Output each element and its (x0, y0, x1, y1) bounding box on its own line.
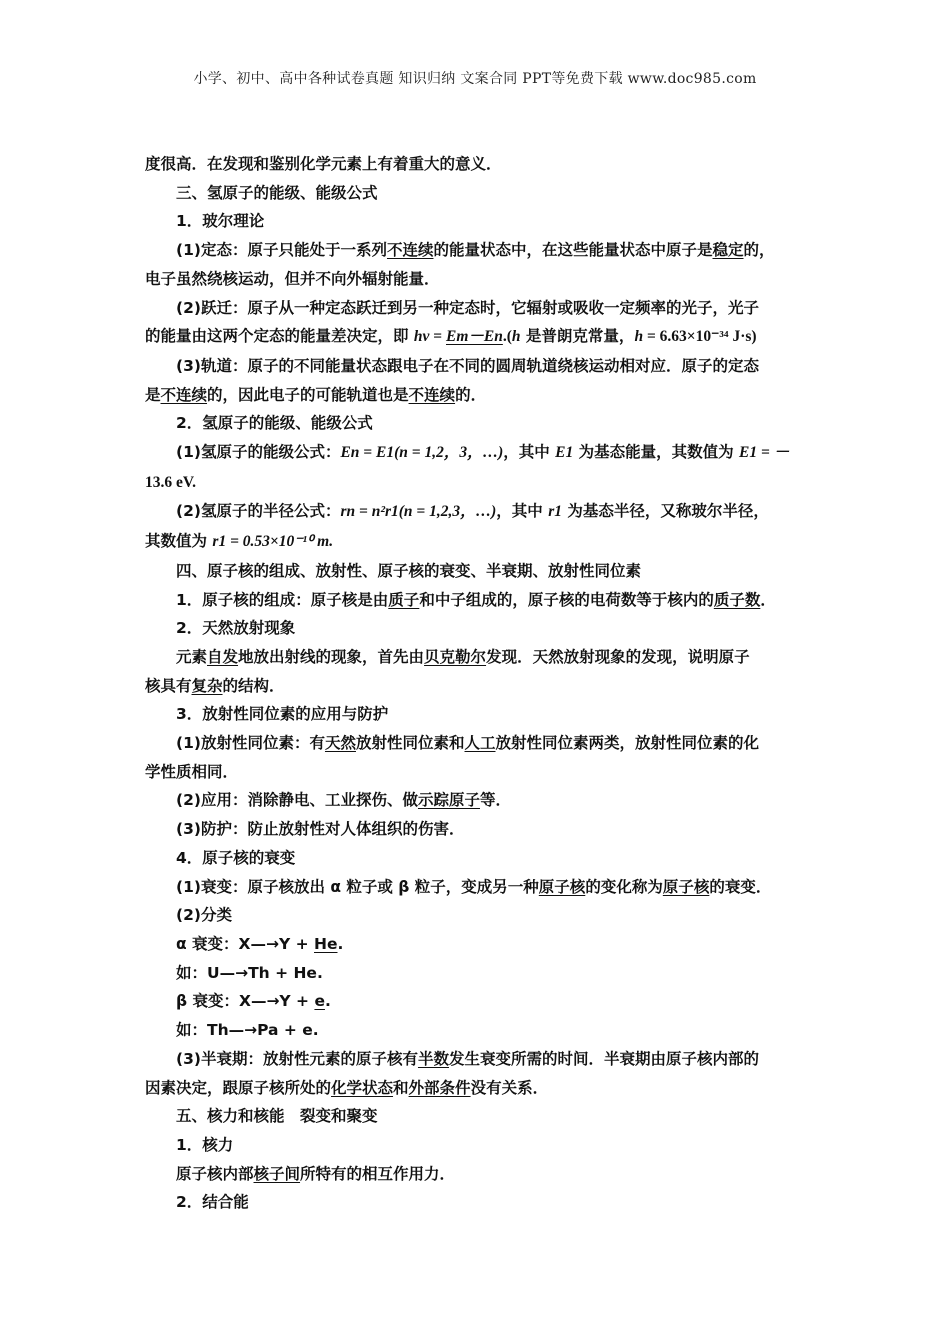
paragraph: 度很高．在发现和鉴别化学元素上有着重大的意义． (145, 155, 502, 173)
subsection-heading: 2．氢原子的能级、能级公式 (176, 414, 373, 433)
subsection-heading: 4．原子核的衰变 (176, 848, 296, 867)
subsection-heading: 1．玻尔理论 (176, 212, 265, 231)
formula-line: (2)氢原子的半径公式：rn = n²r1(n = 1,2,3，…)，其中 r1 为基态半径，又称玻尔半径， (176, 502, 769, 521)
paragraph: (1)放射性同位素：有天然放射性同位素和人工放射性同位素两类，放射性同位素的化 (176, 734, 760, 753)
formula-line: 其数值为 r1 = 0.53×10⁻¹⁰ m. (145, 532, 334, 551)
document-body (145, 150, 810, 1217)
formula-line: 的能量由这两个定态的能量差决定，即 hν = Em－En.(h 是普朗克常量，h = 6.63×10⁻³⁴ J·s) (145, 327, 757, 346)
paragraph: 电子虽然绕核运动，但并不向外辐射能量． (145, 269, 440, 288)
paragraph: 因素决定，跟原子核所处的化学状态和外部条件没有关系． (145, 1078, 549, 1097)
subsection-heading: 3．放射性同位素的应用与防护 (176, 705, 389, 724)
formula-line: 如：Th—→Pa + e. (176, 1021, 319, 1040)
formula-line: β 衰变：X—→Y + e. (176, 992, 331, 1011)
subsection-heading: 1．核力 (176, 1135, 234, 1154)
section-heading: 四、原子核的组成、放射性、原子核的衰变、半衰期、放射性同位素 (176, 561, 642, 580)
paragraph: (3)半衰期：放射性元素的原子核有半数发生衰变所需的时间．半衰期由原子核内部的 (176, 1049, 759, 1068)
paragraph: 核具有复杂的结构． (145, 676, 285, 695)
section-heading: 三、氢原子的能级、能级公式 (176, 183, 378, 202)
paragraph: 13.6 eV. (145, 473, 196, 491)
formula-line: α 衰变：X—→Y + He. (176, 934, 344, 953)
paragraph: (1)定态：原子只能处于一系列不连续的能量状态中，在这些能量状态中原子是稳定的， (176, 241, 775, 260)
formula-line: 如：U—→Th + He. (176, 963, 323, 982)
paragraph: (3)轨道：原子的不同能量状态跟电子在不同的圆周轨道绕核运动相对应．原子的定态 (176, 356, 759, 375)
page-header: 小学、初中、高中各种试卷真题 知识归纳 文案合同 PPT等免费下载 www.doc985.com (193, 71, 757, 87)
paragraph: (1)衰变：原子核放出 α 粒子或 β 粒子，变成另一种原子核的变化称为原子核的衰变． (176, 877, 772, 896)
paragraph: (2)跃迁：原子从一种定态跃迁到另一种定态时，它辐射或吸收一定频率的光子，光子 (176, 298, 759, 317)
paragraph: 学性质相同． (145, 762, 239, 781)
subsection-heading: 2．结合能 (176, 1193, 249, 1212)
subsection-heading: 2．天然放射现象 (176, 619, 296, 638)
paragraph: 原子核内部核子间所特有的相互作用力． (176, 1164, 456, 1183)
section-heading: 五、核力和核能 裂变和聚变 (176, 1107, 378, 1126)
paragraph: 元素自发地放出射线的现象，首先由贝克勒尔发现．天然放射现象的发现，说明原子 (176, 647, 750, 666)
paragraph: (2)应用：消除静电、工业探伤、做示踪原子等． (176, 791, 511, 810)
paragraph: 是不连续的，因此电子的可能轨道也是不连续的． (145, 385, 487, 404)
paragraph: (2)分类 (176, 906, 232, 925)
paragraph: (3)防护：防止放射性对人体组织的伤害． (176, 820, 465, 839)
paragraph: 1．原子核的组成：原子核是由质子和中子组成的，原子核的电荷数等于核内的质子数． (176, 590, 776, 609)
formula-line: (1)氢原子的能级公式：En = E1(n = 1,2，3，…)，其中 E1 为基态能量，其数值为 E1 = － (176, 443, 790, 462)
